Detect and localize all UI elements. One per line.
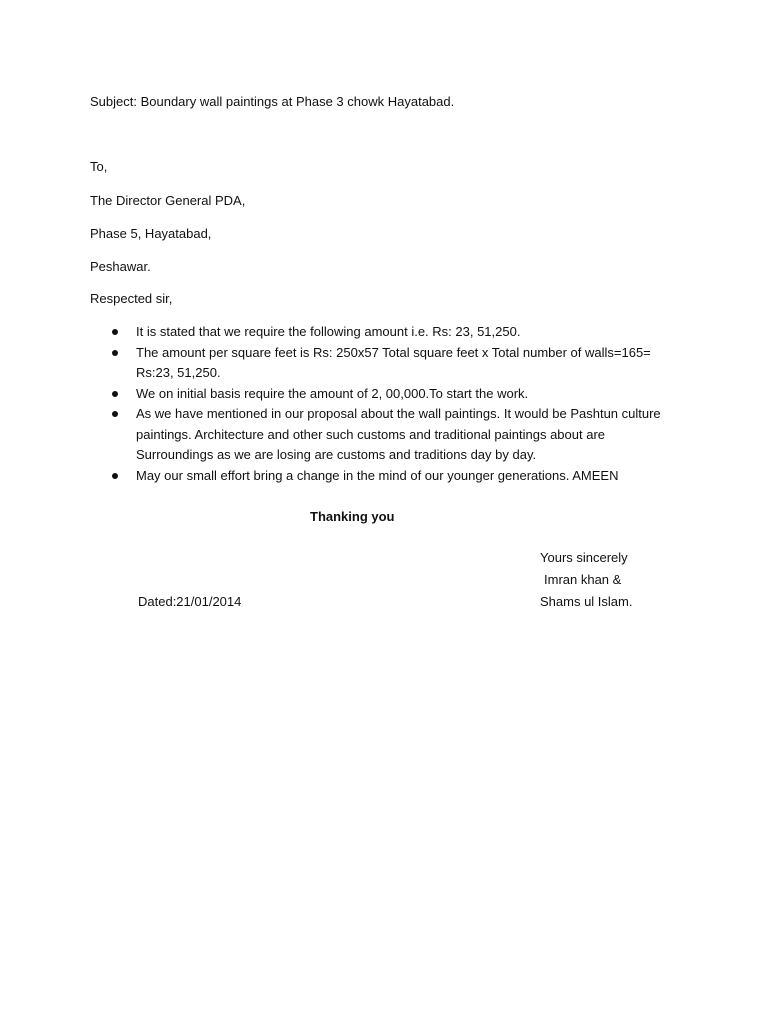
list-item — [112, 404, 672, 466]
list-item — [112, 343, 672, 384]
date-line: Dated:21/01/2014 — [138, 594, 242, 609]
recipient-address: Phase 5, Hayatabad, — [90, 226, 212, 241]
closing-line: Yours sincerely — [540, 550, 628, 565]
signatory-name-2: Shams ul Islam. — [540, 594, 633, 609]
to-line: To, — [90, 159, 108, 174]
bullet-list — [112, 322, 672, 486]
bullet-text: As we have mentioned in our proposal about the wall paintings. It would be Pashtun culture paintings. Architecture and other such customs and traditional paintings about are Surroundings as we are losing are customs and traditions day by day. — [136, 406, 661, 462]
bullet-text: It is stated that we require the following amount i.e. Rs: 23, 51,250. — [136, 324, 521, 339]
bullet-icon — [112, 411, 118, 417]
recipient-city: Peshawar. — [90, 259, 151, 274]
thanking-line: Thanking you — [310, 509, 395, 524]
bullet-text: The amount per square feet is Rs: 250x57 Total square feet x Total number of walls=165= Rs:23, 51,250. — [136, 344, 651, 380]
bullet-icon — [112, 473, 118, 479]
recipient-title: The Director General PDA, — [90, 193, 246, 208]
bullet-text: We on initial basis require the amount of 2, 00,000.To start the work. — [136, 385, 529, 401]
bullet-icon — [112, 350, 118, 356]
subject-line: Subject: Boundary wall paintings at Phase 3 chowk Hayatabad. — [90, 94, 455, 109]
list-item — [112, 466, 672, 487]
bullet-text: May our small effort bring a change in the mind of our younger generations. AMEEN — [136, 467, 619, 483]
bullet-icon — [112, 329, 118, 335]
salutation: Respected sir, — [90, 291, 173, 306]
list-item — [112, 322, 672, 343]
list-item — [112, 384, 672, 405]
bullet-icon — [112, 391, 118, 397]
signatory-name-1: Imran khan & — [544, 572, 622, 587]
